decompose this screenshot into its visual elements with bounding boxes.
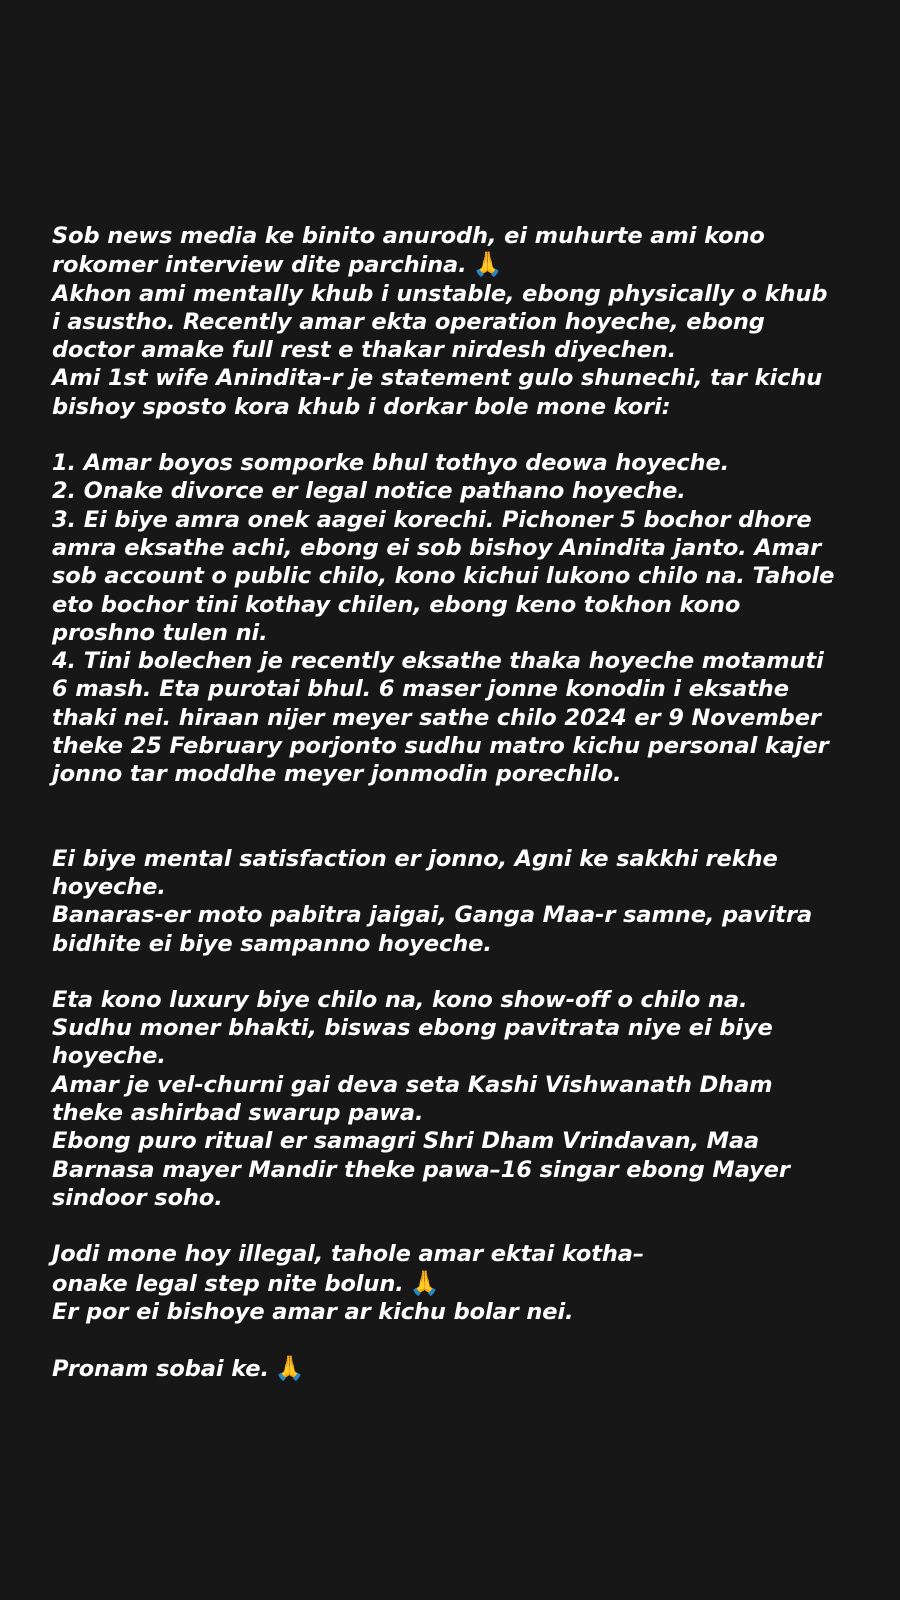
point-4-line: thaki nei. hiraan nijer meyer sathe chilo 2024 er 9 November xyxy=(52,704,821,731)
folded-hands-emoji-icon: 🙏 xyxy=(472,250,503,279)
text-line: bidhite ei biye sampanno hoyeche. xyxy=(52,930,492,957)
text-line: Banaras-er moto pabitra jaigai, Ganga Maa-r samne, pavitra xyxy=(52,902,813,929)
text-line: Sob news media ke binito anurodh, ei muhurte ami kono xyxy=(52,223,765,249)
story-text-overlay xyxy=(52,222,872,1383)
text-line: Pronam sobai ke. 🙏 xyxy=(52,1354,305,1383)
text-line: Ei biye mental satisfaction er jonno, Agni ke sakkhi rekhe xyxy=(52,845,778,872)
text-line: onake legal step nite bolun. 🙏 xyxy=(52,1268,440,1297)
point-3-line: eto bochor tini kothay chilen, ebong keno tokhon kono xyxy=(52,591,741,618)
point-4-line: jonno tar moddhe meyer jonmodin porechilo. xyxy=(52,761,622,788)
folded-hands-emoji-icon: 🙏 xyxy=(409,1268,440,1297)
text-line: Ebong puro ritual er samagri Shri Dham Vrindavan, Maa xyxy=(52,1128,760,1155)
text-line: Amar je vel-churni gai deva seta Kashi Vishwanath Dham xyxy=(52,1071,773,1098)
text-line: Jodi mone hoy illegal, tahole amar ektai kotha– xyxy=(52,1241,645,1268)
point-2: 2. Onake divorce er legal notice pathano hoyeche. xyxy=(52,478,686,505)
text-line: bishoy sposto kora khub i dorkar bole mone kori: xyxy=(52,393,671,420)
ceremony-paragraph xyxy=(52,845,872,958)
text-line: hoyeche. xyxy=(52,873,166,900)
point-3-line: amra eksathe achi, ebong ei sob bishoy Anindita janto. Amar xyxy=(52,534,822,561)
text-line: theke ashirbad swarup pawa. xyxy=(52,1100,424,1127)
point-3-line: proshno tulen ni. xyxy=(52,619,268,646)
text-line: hoyeche. xyxy=(52,1043,166,1070)
point-4-line: 6 mash. Eta purotai bhul. 6 maser jonne konodin i eksathe xyxy=(52,676,789,703)
numbered-points-list xyxy=(52,449,872,789)
luxury-paragraph xyxy=(52,986,872,1212)
signoff xyxy=(52,1354,872,1383)
intro-paragraph xyxy=(52,222,872,421)
point-4-line: 4. Tini bolechen je recently eksathe thaka hoyeche motamuti xyxy=(52,648,824,675)
folded-hands-emoji-icon: 🙏 xyxy=(274,1354,305,1383)
point-3-line: 3. Ei biye amra onek aagei korechi. Pichoner 5 bochor dhore xyxy=(52,506,812,533)
text-line: Er por ei bishoye amar ar kichu bolar nei. xyxy=(52,1298,574,1325)
text-line: Sudhu moner bhakti, biswas ebong pavitrata niye ei biye xyxy=(52,1015,773,1042)
point-3-line: sob account o public chilo, kono kichui lukono chilo na. Tahole xyxy=(52,563,835,590)
text-line: Akhon ami mentally khub i unstable, ebong physically o khub xyxy=(52,280,828,307)
text-line: Barnasa mayer Mandir theke pawa–16 singar ebong Mayer xyxy=(52,1156,790,1183)
text-line: i asustho. Recently amar ekta operation hoyeche, ebong xyxy=(52,308,765,335)
text-line: Ami 1st wife Anindita-r je statement gulo shunechi, tar kichu xyxy=(52,365,823,392)
text-line: sindoor soho. xyxy=(52,1184,223,1211)
text-line: rokomer interview dite parchina. 🙏 xyxy=(52,250,503,279)
point-1: 1. Amar boyos somporke bhul tothyo deowa hoyeche. xyxy=(52,450,730,477)
text-line: Eta kono luxury biye chilo na, kono show-off o chilo na. xyxy=(52,986,748,1013)
text-line: doctor amake full rest e thakar nirdesh diyechen. xyxy=(52,337,677,364)
closing-paragraph xyxy=(52,1240,872,1326)
point-4-line: theke 25 February porjonto sudhu matro kichu personal kajer xyxy=(52,733,829,760)
